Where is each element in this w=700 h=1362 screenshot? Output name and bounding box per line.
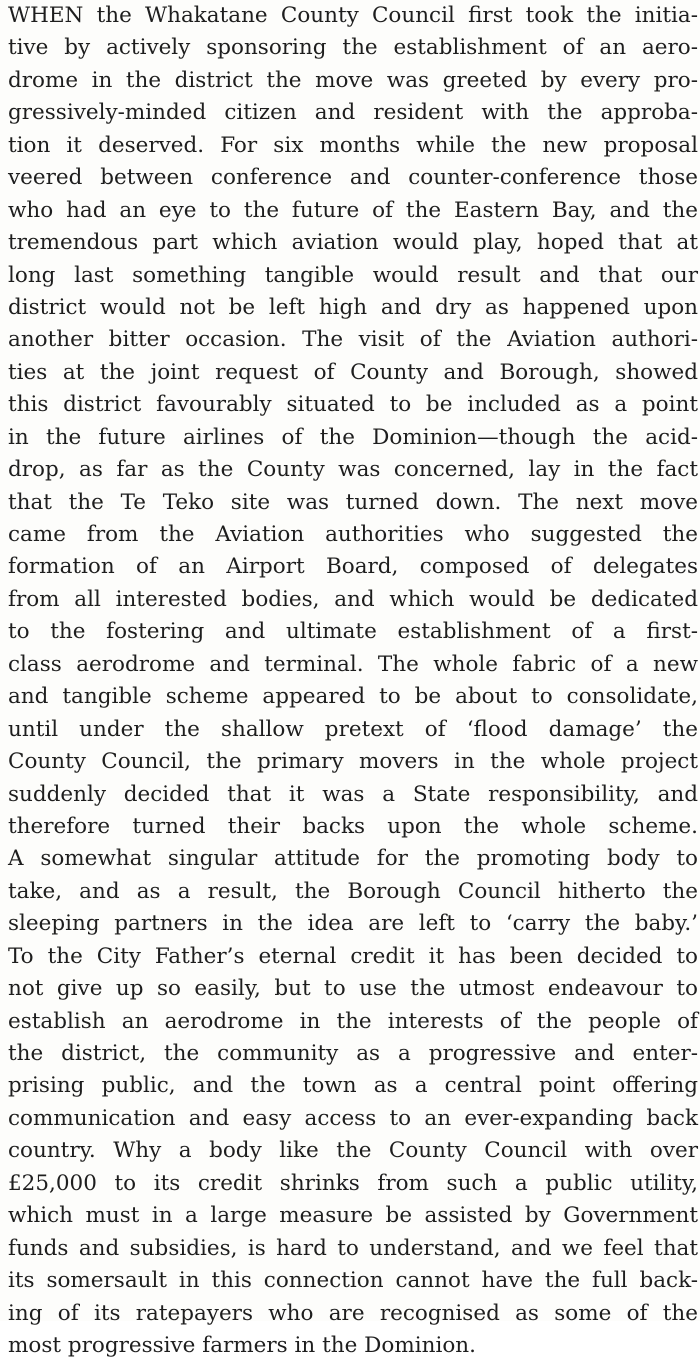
article-line: this district favourably situated to be included as a point	[8, 392, 698, 418]
article-line: not give up so easily, but to use the utmost endeavour to	[8, 976, 698, 1002]
article-line: another bitter occasion. The visit of the Aviation authori-	[8, 327, 698, 353]
article-line: and tangible scheme appeared to be about to consolidate,	[8, 684, 698, 710]
article-line: country. Why a body like the County Council with over	[8, 1138, 698, 1164]
article-line: drop, as far as the County was concerned, lay in the fact	[8, 457, 698, 483]
article-line: drome in the district the move was greeted by every pro-	[8, 67, 698, 93]
article-line: its somersault in this connection cannot have the full back-	[8, 1268, 698, 1294]
article-line: communication and easy access to an ever-expanding back	[8, 1105, 698, 1131]
article-line: long last something tangible would result and that our	[8, 262, 698, 288]
article-line: gressively-minded citizen and resident with the approba-	[8, 100, 698, 126]
article-line: establish an aerodrome in the interests of the people of	[8, 1008, 698, 1034]
article-line: £25,000 to its credit shrinks from such a public utility,	[8, 1170, 698, 1196]
article-line: A somewhat singular attitude for the promoting body to	[8, 846, 698, 872]
article-line: which must in a large measure be assisted by Government	[8, 1203, 698, 1229]
article-line: funds and subsidies, is hard to understand, and we feel that	[8, 1235, 698, 1261]
article-line: sleeping partners in the idea are left to ‘carry the baby.’	[8, 911, 698, 937]
article-line: that the Te Teko site was turned down. The next move	[8, 489, 698, 515]
article-line: tremendous part which aviation would play, hoped that at	[8, 230, 698, 256]
article-line: most progressive farmers in the Dominion.	[8, 1332, 476, 1358]
article-line: therefore turned their backs upon the whole scheme.	[8, 813, 698, 839]
article-line: To the City Father’s eternal credit it has been decided to	[8, 943, 698, 969]
article-line: from all interested bodies, and which would be dedicated	[8, 586, 698, 612]
article-line: tion it deserved. For six months while the new proposal	[8, 132, 698, 158]
article-line: the district, the community as a progressive and enter-	[8, 1041, 698, 1066]
article-line: tive by actively sponsoring the establishment of an aero-	[8, 35, 698, 61]
article-line: prising public, and the town as a central point offering	[8, 1073, 698, 1099]
article-line: came from the Aviation authorities who suggested the	[8, 522, 698, 547]
article-line: district would not be left high and dry as happened upon	[8, 294, 698, 320]
article-line: in the future airlines of the Dominion—though the acid-	[8, 424, 698, 450]
article-line: class aerodrome and terminal. The whole fabric of a new	[8, 651, 698, 677]
article-line: until under the shallow pretext of ‘flood damage’ the	[8, 716, 698, 742]
article-line: ties at the joint request of County and Borough, showed	[8, 359, 698, 385]
article-line: formation of an Airport Board, composed of delegates	[8, 554, 698, 580]
article-line: veered between conference and counter-conference those	[8, 165, 698, 191]
article-column	[8, 0, 698, 1362]
article-line: ing of its ratepayers who are recognised as some of the	[8, 1300, 698, 1326]
article-line: County Council, the primary movers in the whole project	[8, 749, 698, 775]
article-line: to the fostering and ultimate establishment of a first-	[8, 619, 698, 645]
article-line: suddenly decided that it was a State responsibility, and	[8, 781, 698, 807]
article-line: take, and as a result, the Borough Council hitherto the	[8, 878, 698, 904]
article-line: who had an eye to the future of the Eastern Bay, and the	[8, 197, 698, 223]
article-line: WHEN the Whakatane County Council first took the initia-	[8, 3, 698, 28]
